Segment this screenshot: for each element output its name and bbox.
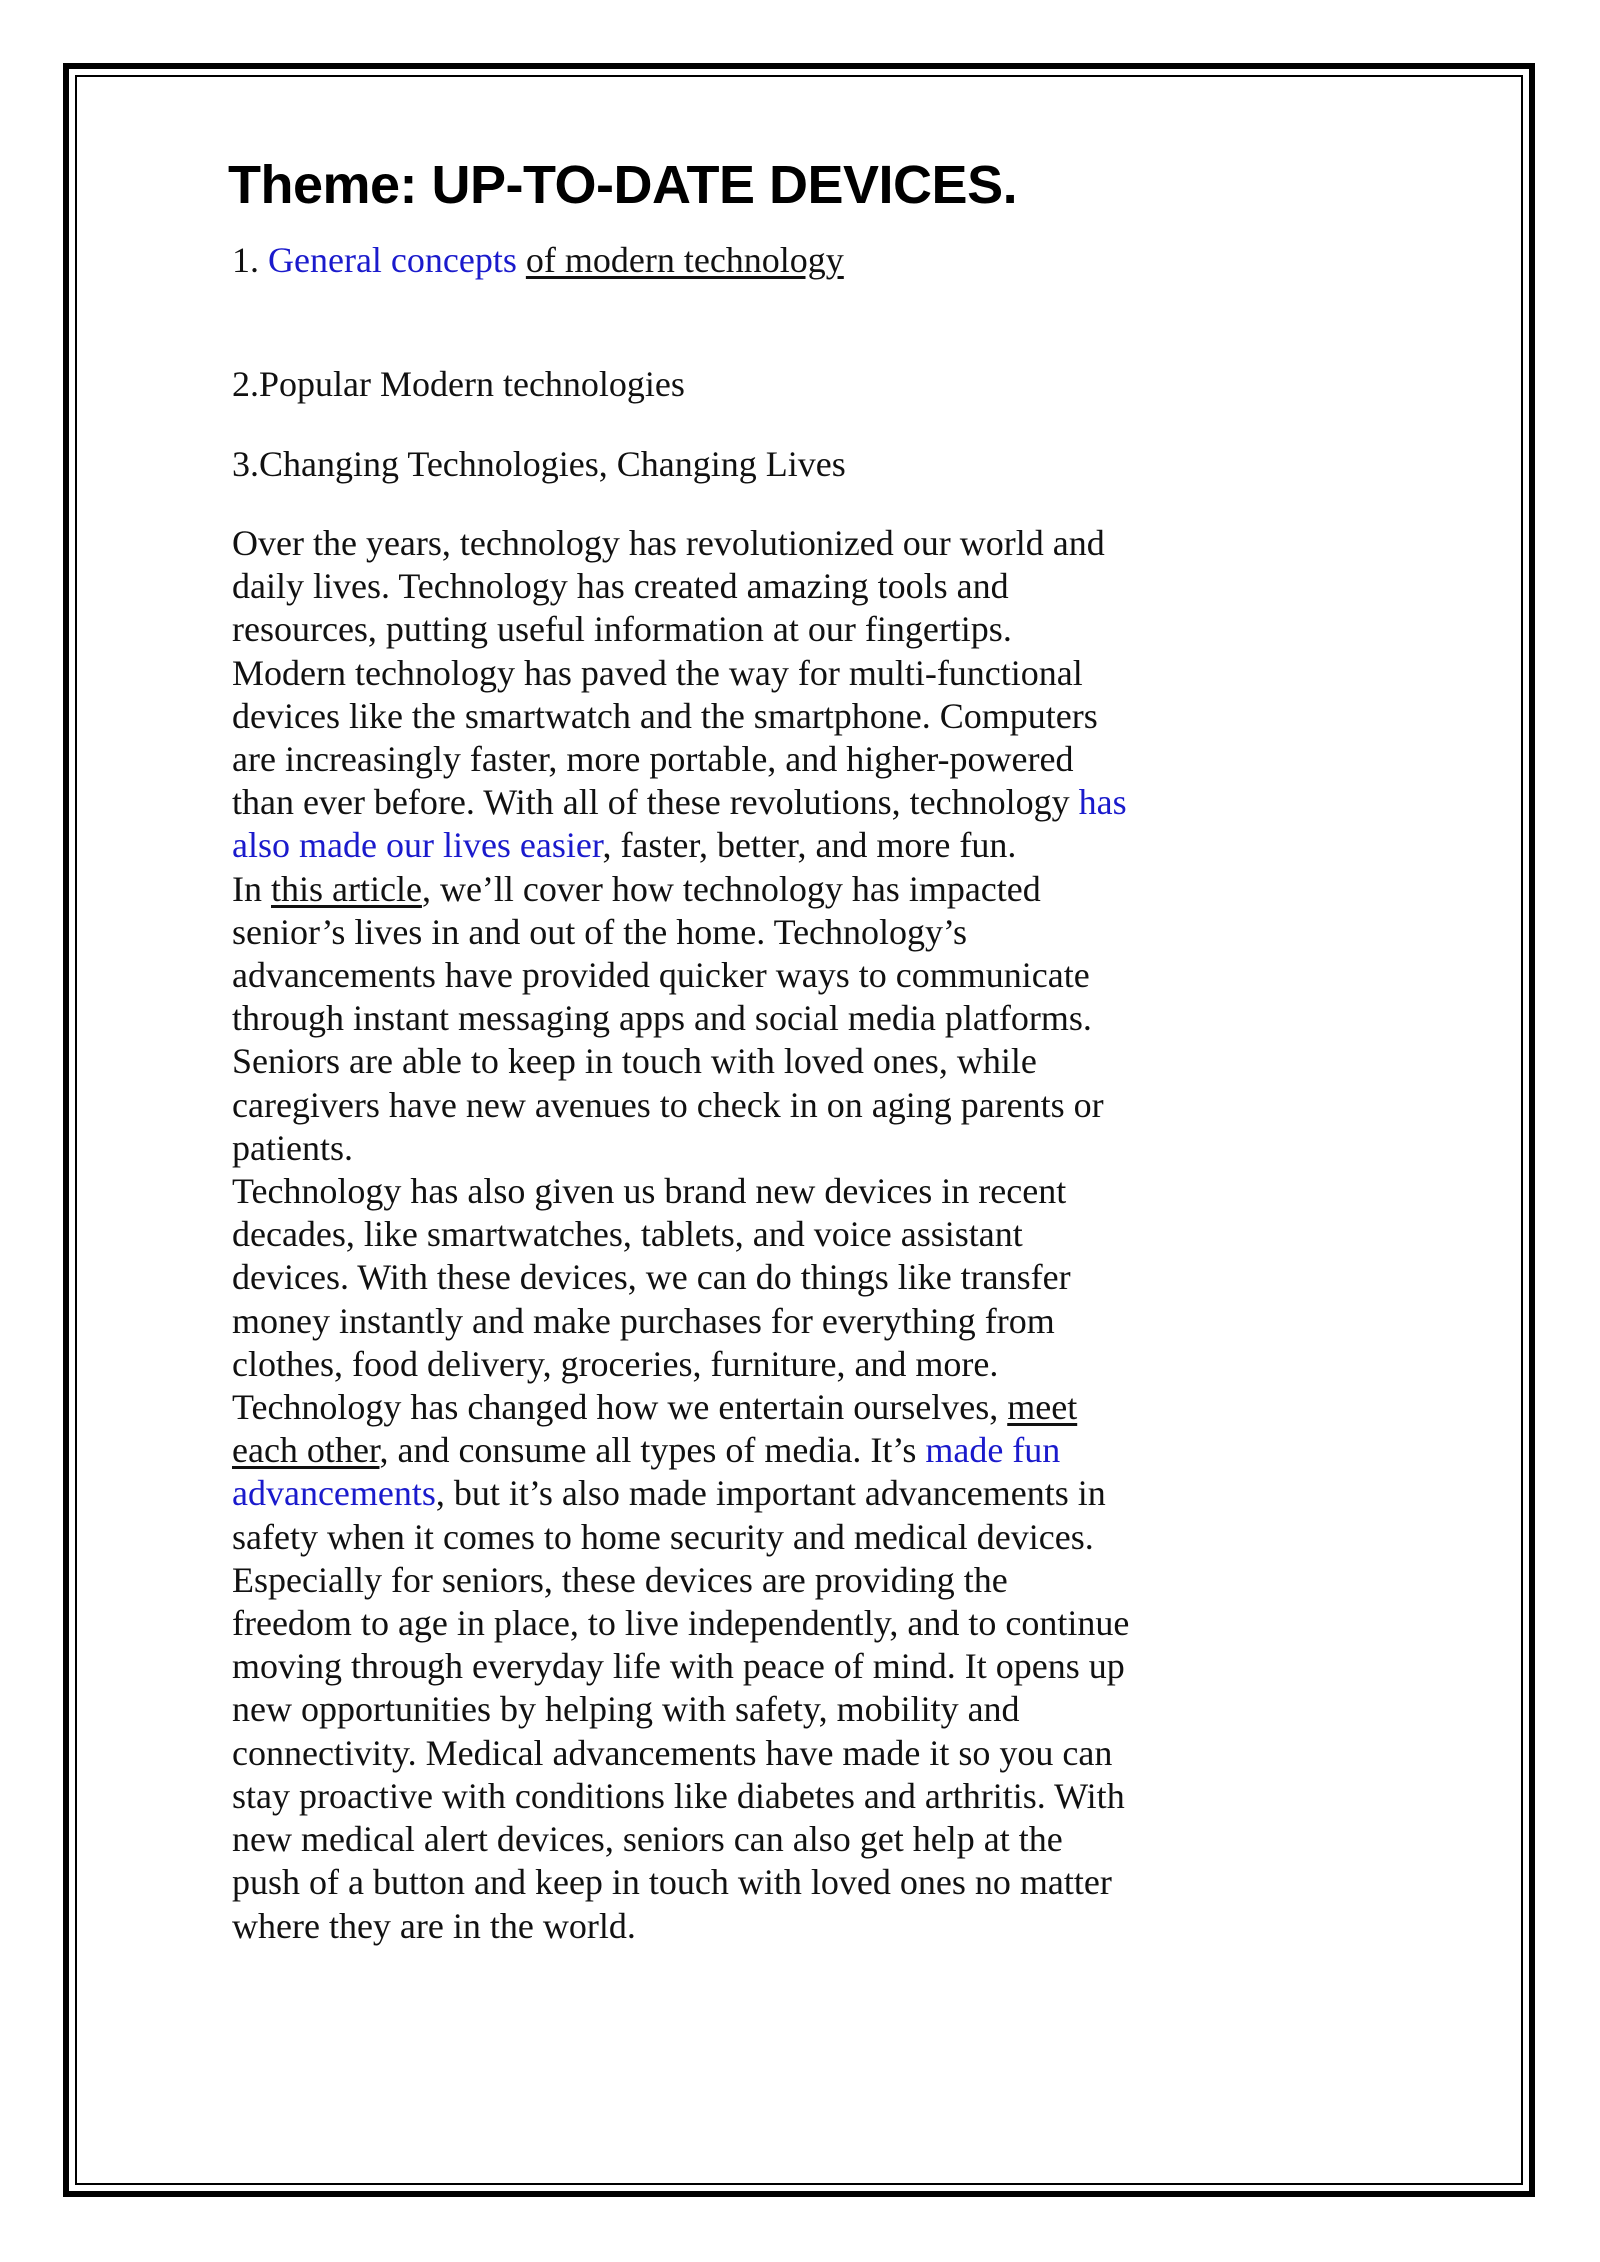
paragraph-4-text-b: , and consume all types of media. It’s [379,1430,926,1471]
outline-item-1-space [517,240,526,280]
paragraph-4-text-c: , but it’s also made important advancements in safety when it comes to home security and medical devices. [232,1473,1106,1557]
made-fun-advancements-link[interactable]: made fun advancements [232,1430,1061,1514]
this-article-link[interactable]: this article [271,868,422,909]
outline-item-1-number: 1. [232,240,268,280]
general-concepts-link[interactable]: General concepts [268,240,517,280]
paragraph-1-text-b: , faster, better, and more fun. [602,825,1017,866]
paragraph-5: Especially for seniors, these devices are providing the freedom to age in place, to live independently, and to continue moving through everyday life with peace of mind. It opens up new opportunities by helping with safety, mobility and connectivity. Medical advancements have made it so you can stay proactive with conditions like diabetes and arthritis. With new medical alert devices, seniors can also get help at the push of a button and keep in touch with loved ones no matter where they are in the world. [232,1559,1130,1946]
outline-item-1 [232,238,1132,282]
paragraph-2-text-a: In [232,868,271,909]
paragraph-2-text-b: , we’ll cover how technology has impacted senior’s lives in and out of the home. Technology’s advancements have provided quicker ways to communicate through instant messaging apps and social media platforms. Seniors are able to keep in touch with loved ones, while caregivers have new avenues to check in on aging parents or patients. [232,868,1104,1168]
lives-easier-link[interactable]: has also made our lives easier [232,782,1127,866]
paragraph-1 [232,522,1132,868]
page-title: Theme: UP-TO-DATE DEVICES. [228,155,1018,215]
outline-item-2: 2.Popular Modern technologies [232,364,685,404]
meet-each-other-link[interactable]: meet each other [232,1387,1078,1471]
paragraph-3: Technology has also given us brand new devices in recent decades, like smartwatches, tablets, and voice assistant devices. With these devices, we can do things like transfer money instantly and make purchases for everything from clothes, food delivery, groceries, furniture, and more. [232,1171,1071,1384]
paragraph-4 [232,1386,1132,1559]
paragraph-1-text-a: Over the years, technology has revolutionized our world and daily lives. Technology has created amazing tools and resources, putting useful information at our fingertips. Modern technology has paved the way for multi-functional devices like the smartwatch and the smartphone. Computers are increasingly faster, more portable, and higher-powered than ever before. With all of these revolutions, technology [232,523,1105,823]
paragraph-2 [232,868,1132,1170]
outline-item-3: 3.Changing Technologies, Changing Lives [232,444,846,484]
modern-technology-link[interactable]: of modern technology [525,240,844,280]
paragraph-4-text-a: Technology has changed how we entertain ourselves, [232,1387,1008,1428]
document-content [228,150,1132,1948]
